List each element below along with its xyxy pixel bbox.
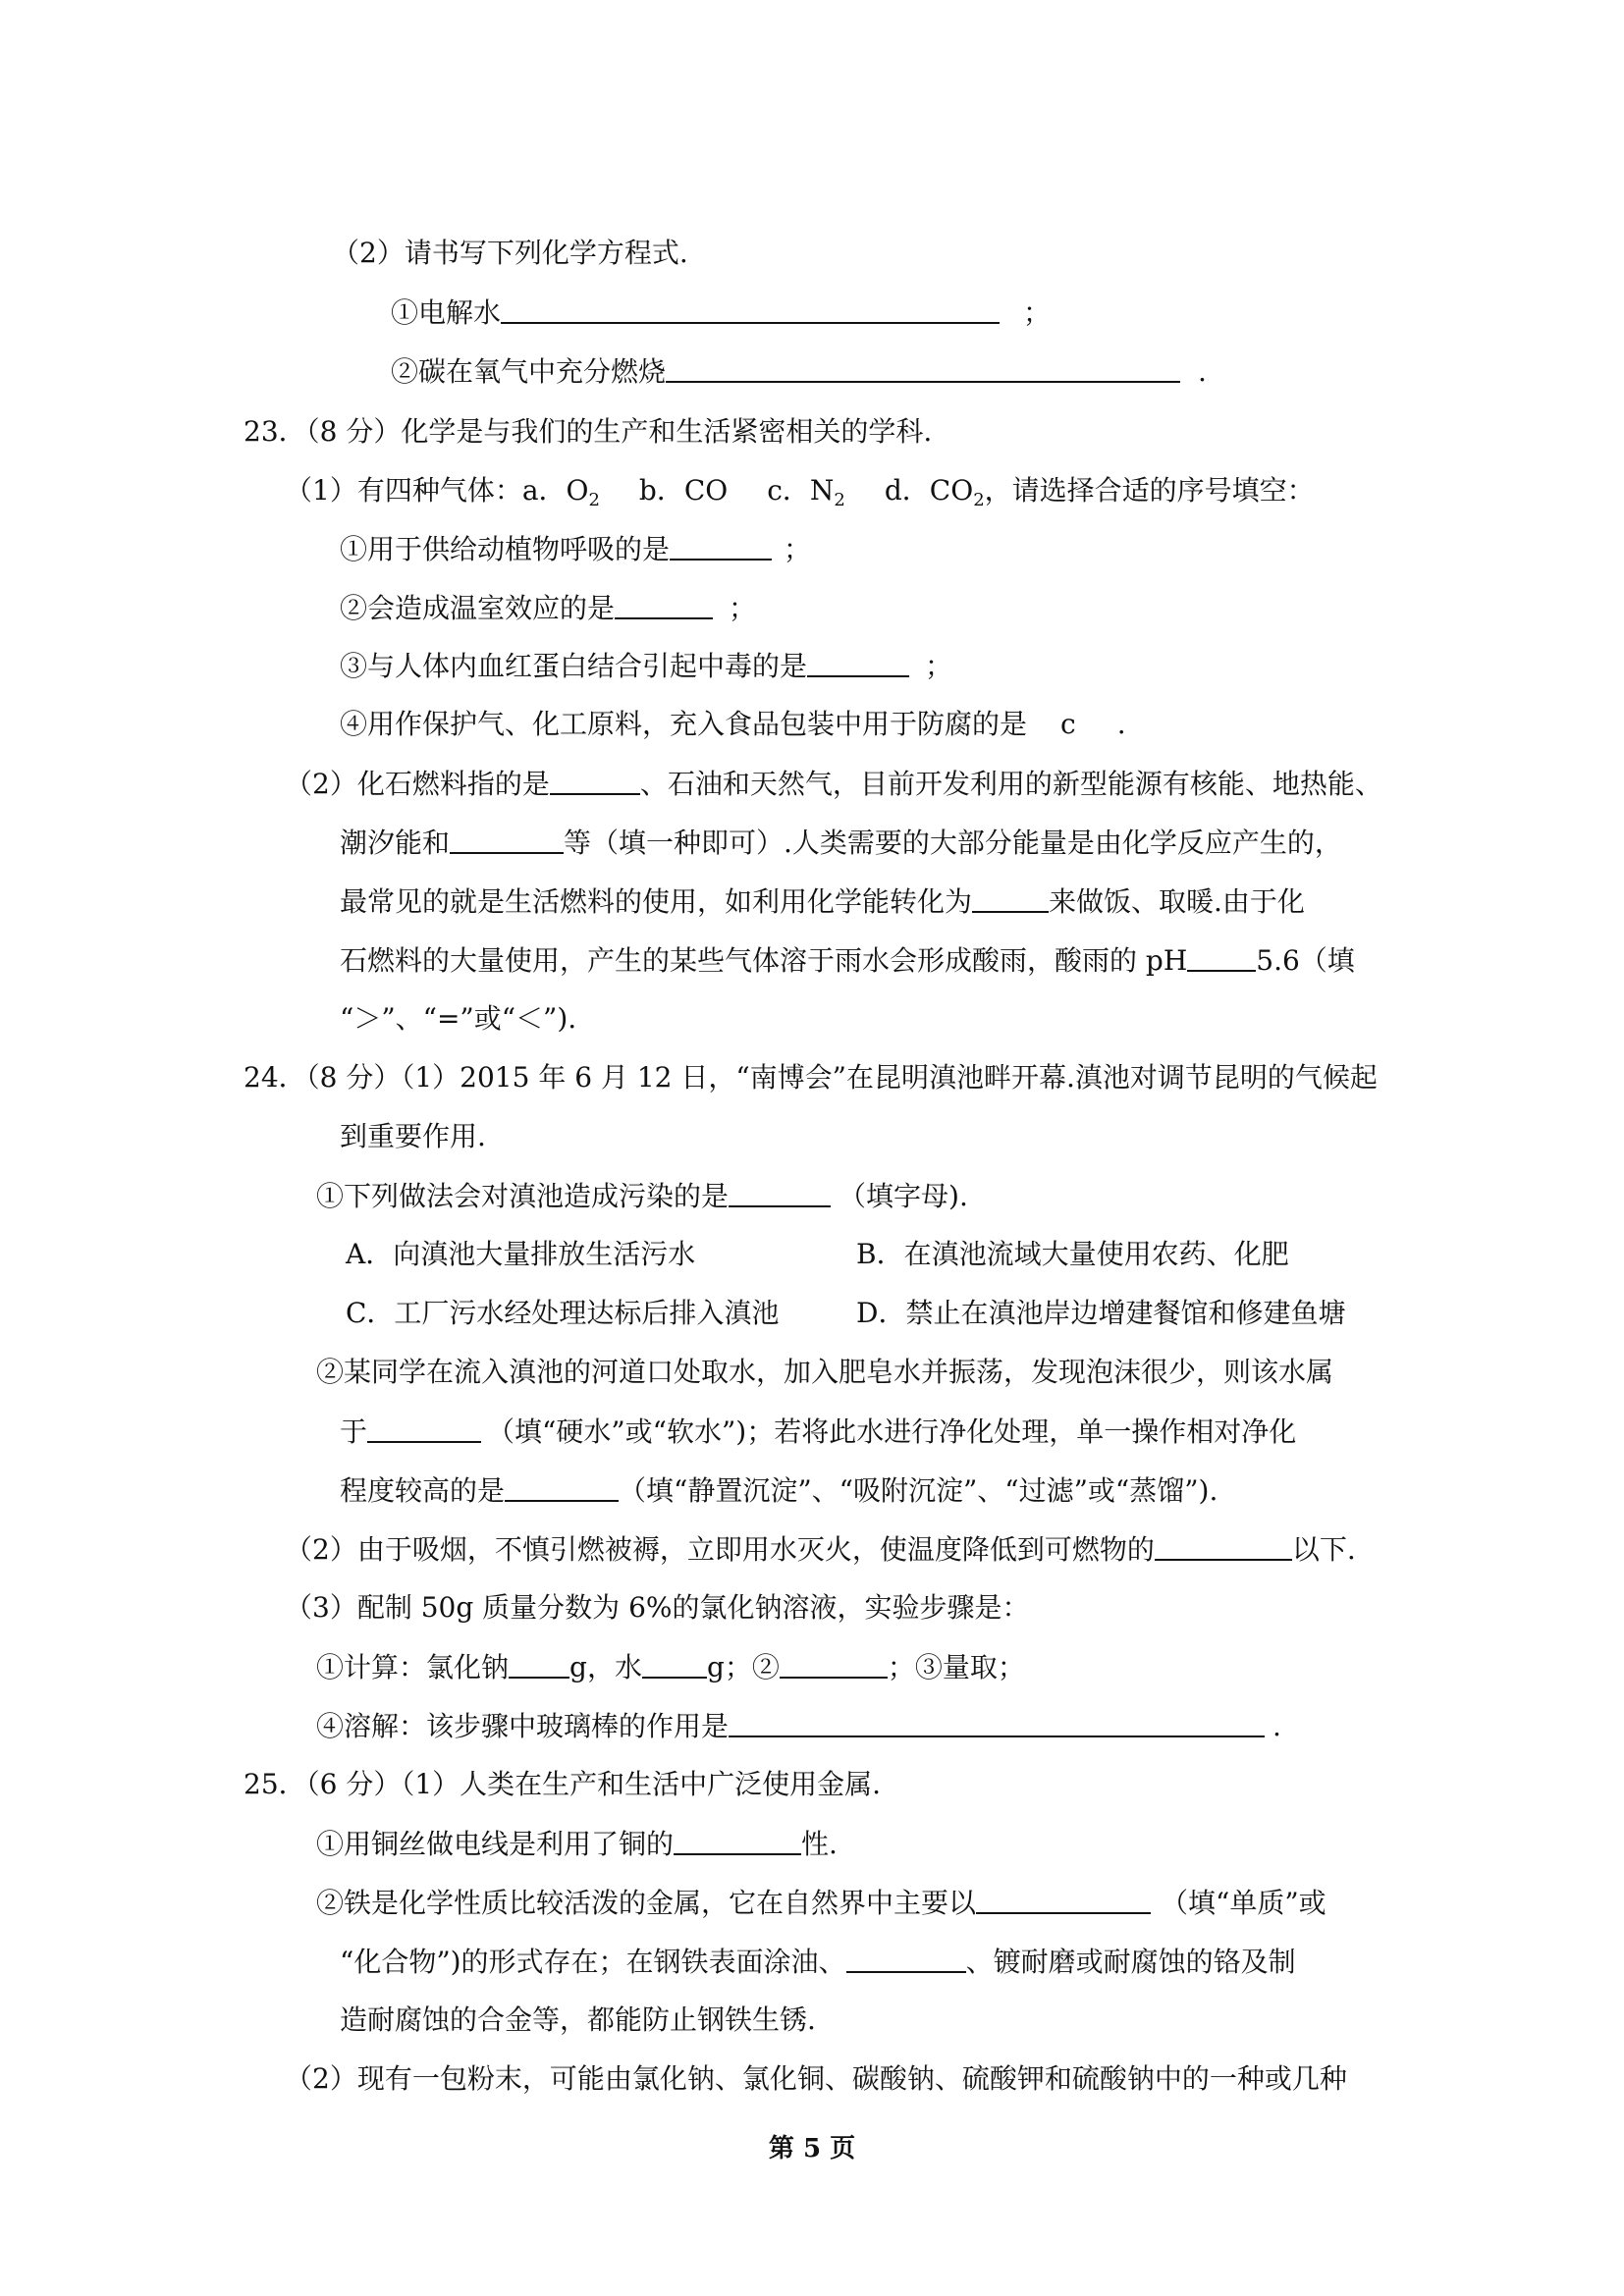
q25-item-2-line1: ②铁是化学性质比较活泼的金属，它在自然界中主要以 （填“单质”或 — [316, 1887, 1326, 1919]
q25-item-2-line3: 造耐腐蚀的合金等，都能防止钢铁生锈. — [340, 2003, 816, 2036]
q25-item-1: ①用铜丝做电线是利用了铜的 性. — [316, 1828, 838, 1860]
q24-option-d: D．禁止在滇池岸边增建餐馆和修建鱼塘 — [856, 1297, 1346, 1329]
answer-blank[interactable] — [509, 1653, 569, 1679]
answer-blank[interactable] — [367, 1417, 481, 1443]
q25-part2: （2）现有一包粉末，可能由氯化钠、氯化铜、碳酸钠、硫酸钾和硫酸钠中的一种或几种 — [285, 2062, 1347, 2095]
answer-blank[interactable] — [1187, 946, 1256, 972]
q24-part2: （2）由于吸烟，不慎引燃被褥，立即用水灭火，使温度降低到可燃物的 以下. — [285, 1533, 1356, 1566]
answer-blank[interactable] — [670, 535, 772, 561]
answer-blank[interactable] — [976, 1889, 1151, 1914]
page-number: 第 5 页 — [768, 2134, 856, 2163]
answer-blank[interactable] — [846, 1948, 966, 1973]
answer-blank[interactable] — [729, 1182, 831, 1207]
q23-part2-line4: 石燃料的大量使用，产生的某些气体溶于雨水会形成酸雨，酸雨的 pH 5.6（填 — [340, 944, 1355, 977]
q23-part2-line3: 最常见的就是生活燃料的使用，如利用化学能转化为 来做饭、取暖.由于化 — [340, 885, 1305, 918]
answer-blank[interactable] — [807, 652, 909, 677]
q24-part3: （3）配制 50g 质量分数为 6%的氯化钠溶液，实验步骤是： — [285, 1591, 1030, 1624]
answer-blank[interactable] — [729, 1712, 1265, 1737]
answer-blank[interactable] — [642, 1653, 707, 1679]
q23-part1-gases: （1）有四种气体：a．$O_2$ b．CO c．$N_2$ d．$CO_2$，请选择合适的序号填空： — [285, 474, 1315, 510]
q23-item-2: ②会造成温室效应的是 ； — [340, 592, 757, 624]
answer-blank[interactable] — [972, 887, 1049, 913]
answer-blank[interactable] — [674, 1830, 801, 1855]
q24-item-2-line3: 程度较高的是 （填“静置沉淀”、“吸附沉淀”、“过滤”或“蒸馏”). — [340, 1474, 1218, 1507]
answer-blank[interactable] — [666, 357, 1180, 383]
q24-option-c: C．工厂污水经处理达标后排入滇池 — [346, 1297, 780, 1329]
q24-option-b: B．在滇池流域大量使用农药、化肥 — [856, 1238, 1289, 1270]
answer-blank[interactable] — [1155, 1535, 1292, 1561]
q22-equation-1: ①电解水 ； — [391, 296, 1052, 329]
q24-option-a: A．向滇池大量排放生活污水 — [346, 1238, 696, 1270]
answer-blank[interactable] — [505, 1476, 619, 1502]
q24-item-2-line2: 于 （填“硬水”或“软水”)；若将此水进行净化处理，单一操作相对净化 — [340, 1415, 1297, 1448]
q23-part2-line1: （2）化石燃料指的是 、石油和天然气，目前开发利用的新型能源有核能、地热能、 — [285, 768, 1382, 800]
q23-item-3: ③与人体内血红蛋白结合引起中毒的是 ； — [340, 650, 953, 682]
q24-item-2-line1: ②某同学在流入滇池的河道口处取水，加入肥皂水并振荡，发现泡沫很少，则该水属 — [316, 1356, 1334, 1388]
q25-item-2-line2: “化合物”)的形式存在；在钢铁表面涂油、 、镀耐磨或耐腐蚀的铬及制 — [340, 1946, 1296, 1978]
answer-blank[interactable] — [615, 594, 713, 619]
q24-item-1: ①下列做法会对滇池造成污染的是 （填字母). — [316, 1180, 968, 1212]
answer-blank[interactable] — [501, 298, 1000, 324]
answer-blank[interactable] — [450, 828, 564, 854]
q24-step-1: ①计算：氯化钠 g，水 g；② ；③量取； — [316, 1651, 1025, 1683]
q23-part2-line2: 潮汐能和 等（填一种即可）.人类需要的大部分能量是由化学反应产生的， — [340, 827, 1342, 859]
answer-blank[interactable] — [550, 770, 640, 795]
q23-title: 23．（8 分）化学是与我们的生产和生活紧密相关的学科. — [244, 415, 933, 448]
q25-title: 25．（6 分）（1）人类在生产和生活中广泛使用金属. — [244, 1768, 882, 1800]
q24-title-line1: 24．（8 分）（1）2015 年 6 月 12 日，“南博会”在昆明滇池畔开幕.滇池对调节昆明的气候起 — [244, 1061, 1378, 1094]
q23-item-4: ④用作保护气、化工原料，充入食品包装中用于防腐的是 c . — [340, 708, 1126, 740]
answer-blank[interactable] — [780, 1653, 888, 1679]
handwritten-answer: c — [1060, 708, 1076, 740]
q22-part2-intro: （2）请书写下列化学方程式. — [332, 237, 688, 269]
q22-equation-2: ②碳在氧气中充分燃烧 . — [391, 355, 1207, 388]
q23-part2-line5: “＞”、“=”或“＜”). — [340, 1002, 577, 1035]
q23-item-1: ①用于供给动植物呼吸的是 ； — [340, 533, 812, 565]
q24-title-line2: 到重要作用. — [340, 1120, 486, 1152]
q24-step-4: ④溶解：该步骤中玻璃棒的作用是 . — [316, 1710, 1281, 1742]
